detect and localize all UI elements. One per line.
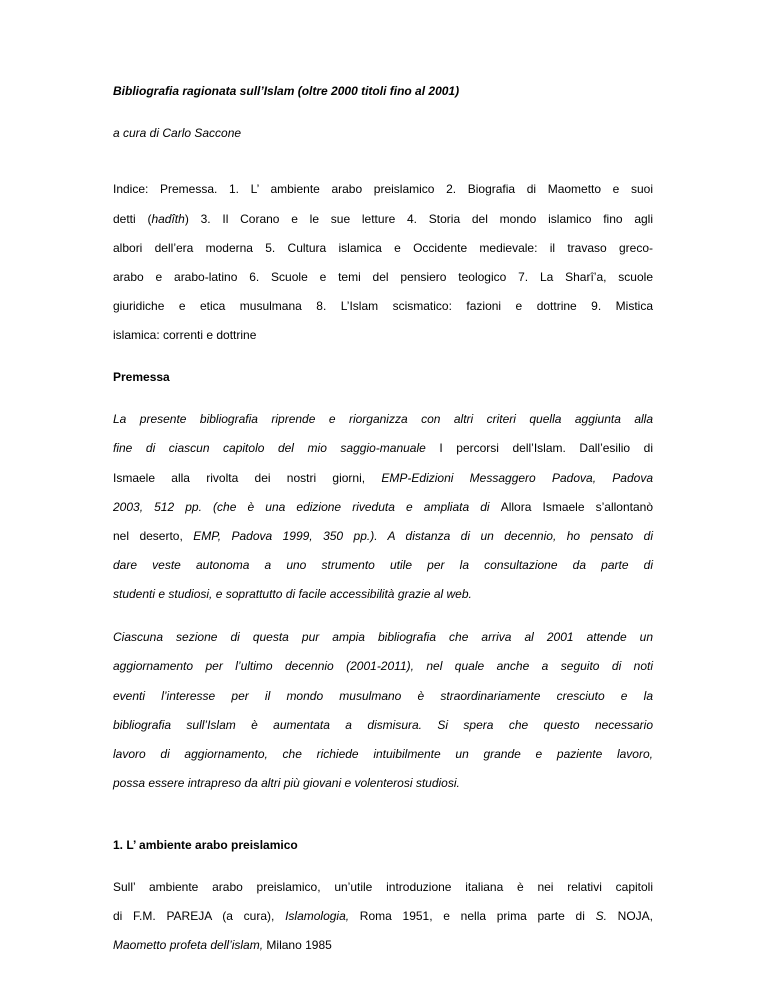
section-1-line — [113, 909, 653, 923]
premessa-line: Ciascuna sezione di questa pur ampia bibliografia che arriva al 2001 attende un — [113, 630, 653, 644]
section-1-heading: 1. L’ ambiente arabo preislamico — [113, 838, 298, 852]
premessa-heading: Premessa — [113, 370, 170, 384]
section-1-line — [113, 938, 653, 952]
index-line: giuridiche e etica musulmana 8. L’Islam scismatico: fazioni e dottrine 9. Mistica — [113, 299, 653, 313]
text-run: EMP-Edizioni Messaggero Padova, Padova — [381, 471, 653, 485]
text-run: La presente bibliografia riprende e riorganizza con altri criteri quella aggiunta alla — [113, 412, 653, 426]
premessa-line — [113, 587, 653, 601]
premessa-line — [113, 471, 653, 485]
premessa-line: eventi l’interesse per il mondo musulmano è straordinariamente cresciuto e la — [113, 689, 653, 703]
premessa-line: possa essere intrapreso da altri più giovani e volenterosi studiosi. — [113, 776, 460, 790]
text-run: Allora Ismaele s’allontanò — [500, 500, 653, 514]
premessa-line — [113, 529, 653, 543]
text-run: Islamologia, — [285, 909, 350, 923]
text-run: Ismaele alla rivolta dei nostri giorni, — [113, 471, 382, 485]
premessa-line — [113, 558, 653, 572]
document-title: Bibliografia ragionata sull’Islam (oltre 2000 titoli fino al 2001) — [113, 84, 460, 98]
text-run: dare veste autonoma a uno strumento utile per la consultazione da parte di — [113, 558, 653, 572]
text-run: di F.M. PAREJA (a cura), — [113, 909, 286, 923]
premessa-line — [113, 412, 653, 426]
text-run: S. — [595, 909, 607, 923]
premessa-line: lavoro di aggiornamento, che richiede intuibilmente un grande e paziente lavoro, — [113, 747, 653, 761]
text-run: Roma 1951, e nella prima parte di — [349, 909, 596, 923]
text-run: EMP, Padova 1999, 350 pp.). A distanza di un decennio, ho pensato di — [193, 529, 653, 543]
index-line: arabo e arabo-latino 6. Scuole e temi del pensiero teologico 7. La Sharî’a, scuole — [113, 270, 653, 284]
index-line: islamica: correnti e dottrine — [113, 328, 257, 342]
premessa-line: bibliografia sull’Islam è aumentata a dismisura. Si spera che questo necessario — [113, 718, 653, 732]
text-run: NOJA, — [606, 909, 653, 923]
text-run: studenti e studiosi, e soprattutto di facile accessibilità grazie al web. — [113, 587, 472, 601]
premessa-line — [113, 441, 653, 455]
index-line: albori dell’era moderna 5. Cultura islamica e Occidente medievale: il travaso greco- — [113, 241, 653, 255]
index-line: Indice: Premessa. 1. L’ ambiente arabo preislamico 2. Biografia di Maometto e suoi — [113, 182, 653, 196]
section-1-line — [113, 880, 653, 894]
text-run: fine di ciascun capitolo del mio saggio-manuale — [113, 441, 440, 455]
premessa-line — [113, 500, 653, 514]
text-run: Milano 1985 — [263, 938, 332, 952]
index-line: detti (hadîth) 3. Il Corano e le sue letture 4. Storia del mondo islamico fino agli — [113, 212, 654, 226]
premessa-line: aggiornamento per l’ultimo decennio (2001-2011), nel quale anche a seguito di noti — [113, 659, 653, 673]
text-run: Sull’ ambiente arabo preislamico, un’utile introduzione italiana è nei relativi capitoli — [113, 880, 653, 894]
document-editor: a cura di Carlo Saccone — [113, 126, 242, 140]
text-run: I percorsi dell’Islam. Dall’esilio di — [439, 441, 653, 455]
text-run: Maometto profeta dell’islam, — [113, 938, 264, 952]
text-run: 2003, 512 pp. (che è una edizione riveduta e ampliata di — [113, 500, 501, 514]
text-run: nel deserto, — [113, 529, 194, 543]
